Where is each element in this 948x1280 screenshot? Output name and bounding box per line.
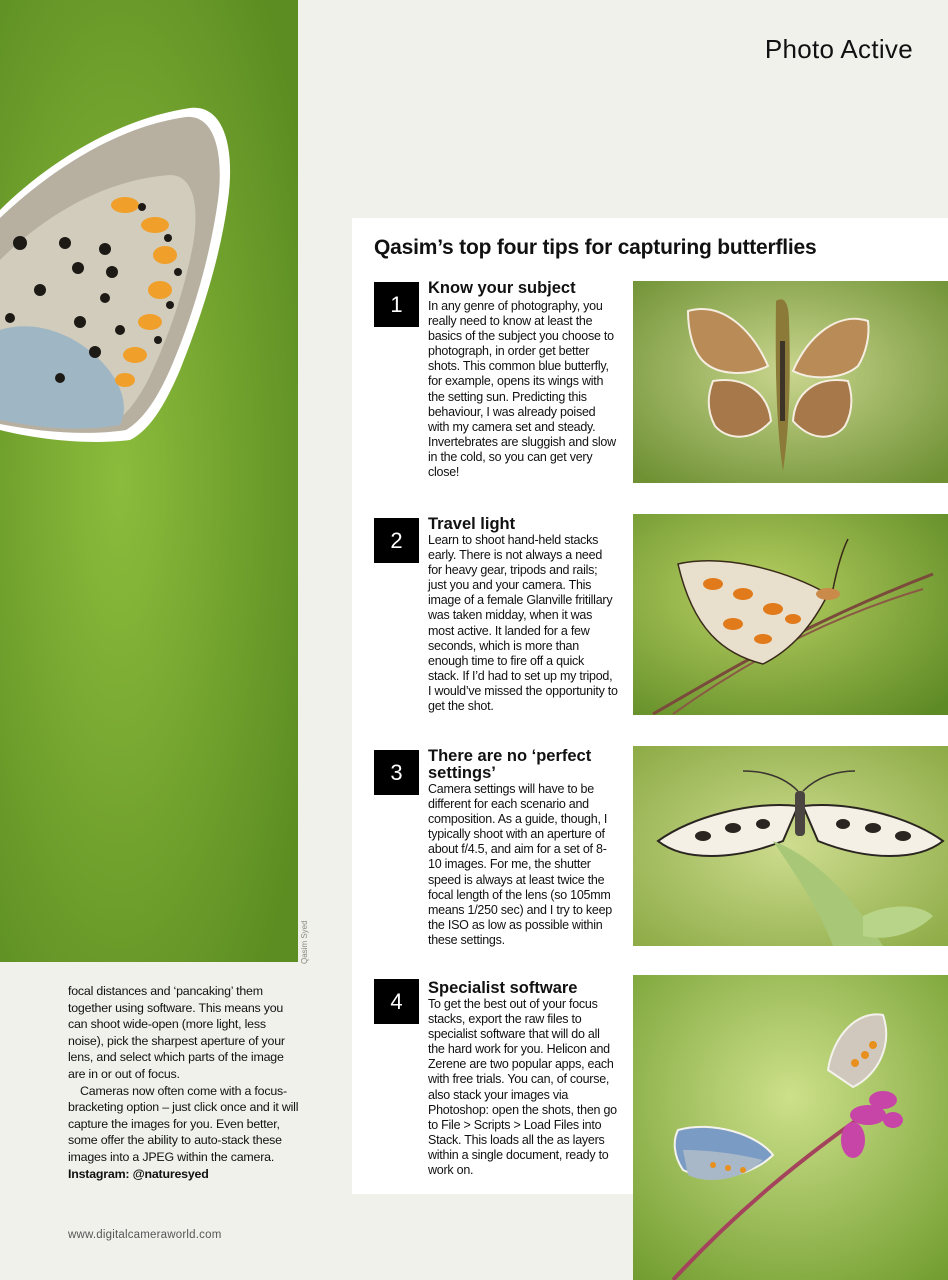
footer-url: www.digitalcameraworld.com <box>68 1229 222 1241</box>
tip-body-2: Learn to shoot hand-held stacks early. There is not always a need for heavy gear, tripods and rails; just you and your camera. This image of a female Glanville fritillary was taken midday, when it was most active. It landed for a few seconds, which is more than enough time to fire off a quick stack. If I’d had to set up my tripod, I would’ve missed the opportunity to get the shot. <box>428 533 618 714</box>
photo-credit: Qasim Syed <box>300 920 309 964</box>
tip-number-3: 3 <box>374 750 419 795</box>
hero-butterfly-photo <box>0 0 298 962</box>
body-column <box>68 983 300 1182</box>
body-paragraph-2: Cameras now often come with a focus-bracketing option – just click once and it will capture the images for you. Even better, some offer the ability to auto-stack these images into a JPEG within the camera. <box>68 1083 299 1164</box>
tip-number-4: 4 <box>374 979 419 1024</box>
section-title: Photo Active <box>764 34 913 64</box>
tip-title-3: There are no ‘perfect settings’ <box>428 747 592 782</box>
tip-title-4: Specialist software <box>428 979 578 997</box>
common-blue-butterfly-photo-icon <box>633 281 948 483</box>
instagram-handle: Instagram: @naturesyed <box>68 1166 209 1181</box>
tip-photo-1 <box>633 281 948 483</box>
tip-title-1: Know your subject <box>428 279 576 297</box>
butterfly-wing-photo-icon <box>0 0 298 962</box>
tip-body-3: Camera settings will have to be different for each scenario and composition. As a guide, though, I typically shoot with an aperture of about f/4.5, and aim for a set of 8-10 images. For me, the shutter speed is always at least twice the focal length of the lens (so 105mm means 1/250 sec) and I try to keep the ISO as low as possible within these settings. <box>428 782 612 947</box>
body-paragraph-1: focal distances and ‘pancaking’ them together using software. This means you can shoot wide-open (more light, less noise), pick the sharpest aperture of your lens, and select which parts of the image are in or out of focus. <box>68 984 285 1081</box>
tip-number-1: 1 <box>374 282 419 327</box>
marbled-white-photo-icon <box>633 746 948 946</box>
tip-photo-4 <box>633 975 948 1280</box>
panel-heading: Qasim’s top four tips for capturing butterflies <box>374 236 817 259</box>
tip-number-2: 2 <box>374 518 419 563</box>
tip-photo-3 <box>633 746 948 946</box>
tip-title-2: Travel light <box>428 515 516 533</box>
two-blue-butterflies-photo-icon <box>633 975 948 1280</box>
glanville-fritillary-photo-icon <box>633 514 948 715</box>
tip-photo-2 <box>633 514 948 715</box>
tip-body-1: In any genre of photography, you really need to know at least the basics of the subject you choose to photograph, in order get better shots. This common blue butterfly, for example, opens its wings with the setting sun. Predicting this behaviour, I was already poised with my camera set and steady. Invertebrates are sluggish and slow in the cold, so you can get very close! <box>428 299 616 480</box>
tip-body-4: To get the best out of your focus stacks, export the raw files to specialist software that will do all the hard work for you. Helicon and Zerene are two popular apps, each with free trials. You can, of course, also stack your images via Photoshop: open the shots, then go to File > Scripts > Load Files into Stack. This loads all the as layers within a single document, ready to work on. <box>428 997 617 1178</box>
